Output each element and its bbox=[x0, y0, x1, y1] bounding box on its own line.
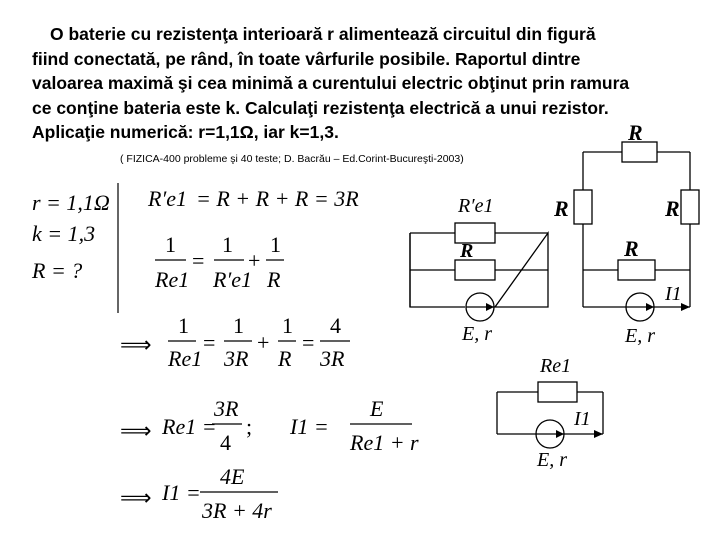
circuit-bottom-resistor bbox=[538, 382, 577, 402]
circuit-right-resistor-left bbox=[574, 190, 592, 224]
eq4-semicolon: ; bbox=[246, 414, 253, 439]
eq4-current: I1 = bbox=[290, 414, 329, 439]
eq5-den: 3R + 4r bbox=[202, 498, 272, 523]
circuit-right-label-current: I1 bbox=[665, 283, 682, 305]
eq3-den-a: Re1 bbox=[168, 346, 203, 371]
eq2-eq: = bbox=[192, 248, 205, 273]
circuit-right-label-battery: E, r bbox=[625, 325, 655, 347]
eq2-den-a: Re1 bbox=[155, 267, 190, 292]
circuit-left-label-bottom: R bbox=[460, 240, 474, 262]
eq3-den-b: 3R bbox=[224, 346, 249, 371]
eq3-den-c: R bbox=[278, 346, 292, 371]
eq2-den-c: R bbox=[267, 267, 281, 292]
eq5-lhs: I1 = bbox=[162, 480, 201, 505]
eq2-num-a: 1 bbox=[165, 232, 176, 257]
problem-line-2: fiind conectată, pe rând, în toate vârfurile posibile. Raportul dintre bbox=[32, 48, 581, 69]
source-citation: ( FIZICA-400 probleme şi 40 teste; D. Bacrău – Ed.Corint-Bucureşti-2003) bbox=[120, 153, 464, 165]
eq4-lhs: Re1 = bbox=[162, 414, 217, 439]
circuit-right-resistor-right bbox=[681, 190, 699, 224]
eq3-implies: ⟹ bbox=[120, 332, 152, 357]
eq1-lhs: R′e1 bbox=[148, 186, 188, 211]
given-k: k = 1,3 bbox=[32, 221, 96, 246]
circuit-left-label-battery: E, r bbox=[462, 323, 492, 345]
eq4-iden: Re1 + r bbox=[350, 430, 419, 455]
circuit-bottom-current-arrow bbox=[594, 430, 603, 438]
eq3-eq-a: = bbox=[203, 330, 216, 355]
circuit-bottom-label-current: I1 bbox=[574, 408, 591, 430]
eq2-plus: + bbox=[248, 248, 261, 273]
circuit-right bbox=[553, 120, 699, 347]
circuit-bottom-label-res: Re1 bbox=[540, 355, 572, 377]
circuit-left bbox=[410, 195, 548, 345]
eq3-num-c: 1 bbox=[282, 313, 293, 338]
problem-line-5: Aplicaţie numerică: r=1,1Ω, iar k=1,3. bbox=[32, 122, 339, 142]
eq4-den: 4 bbox=[220, 430, 231, 455]
eq2-num-b: 1 bbox=[222, 232, 233, 257]
eq3-num-b: 1 bbox=[233, 313, 244, 338]
circuit-right-label-right: R bbox=[665, 196, 680, 221]
eq2-den-b: R′e1 bbox=[213, 267, 253, 292]
circuit-bottom-label-battery: E, r bbox=[537, 449, 567, 471]
eq5-num: 4E bbox=[220, 464, 245, 489]
circuit-left-resistor-bottom bbox=[455, 260, 495, 280]
circuit-left-label-top: R′e1 bbox=[458, 195, 494, 217]
eq3-plus: + bbox=[257, 330, 270, 355]
problem-line-4: ce conţine bateria este k. Calculaţi rezistenţa electrică a unui rezistor. bbox=[32, 97, 609, 118]
circuit-right-current-arrow bbox=[681, 303, 690, 311]
circuit-right-resistor-middle bbox=[618, 260, 655, 280]
given-R: R = ? bbox=[32, 258, 83, 283]
circuit-right-label-top: R bbox=[628, 120, 643, 145]
problem-line-1: O baterie cu rezistenţa interioară r alimentează circuitul din figură bbox=[50, 24, 596, 44]
eq5-implies: ⟹ bbox=[120, 485, 152, 510]
circuit-bottom bbox=[497, 355, 603, 471]
circuit-right-label-left: R bbox=[554, 196, 569, 221]
eq3-eq-b: = bbox=[302, 330, 315, 355]
circuit-right-resistor-top bbox=[622, 142, 657, 162]
eq3-den-d: 3R bbox=[320, 346, 345, 371]
eq4-inum: E bbox=[370, 396, 384, 421]
circuit-right-label-middle: R bbox=[624, 236, 639, 261]
eq3-num-a: 1 bbox=[178, 313, 189, 338]
problem-line-3: valoarea maximă şi cea minimă a curentului electric obţinut prin ramura bbox=[32, 73, 630, 93]
eq3-num-d: 4 bbox=[330, 313, 341, 338]
eq4-num: 3R bbox=[214, 396, 239, 421]
eq2-num-c: 1 bbox=[270, 232, 281, 257]
eq1-rhs: = R + R + R = 3R bbox=[196, 186, 359, 211]
given-r: r = 1,1Ω bbox=[32, 190, 110, 215]
eq4-implies: ⟹ bbox=[120, 418, 152, 443]
